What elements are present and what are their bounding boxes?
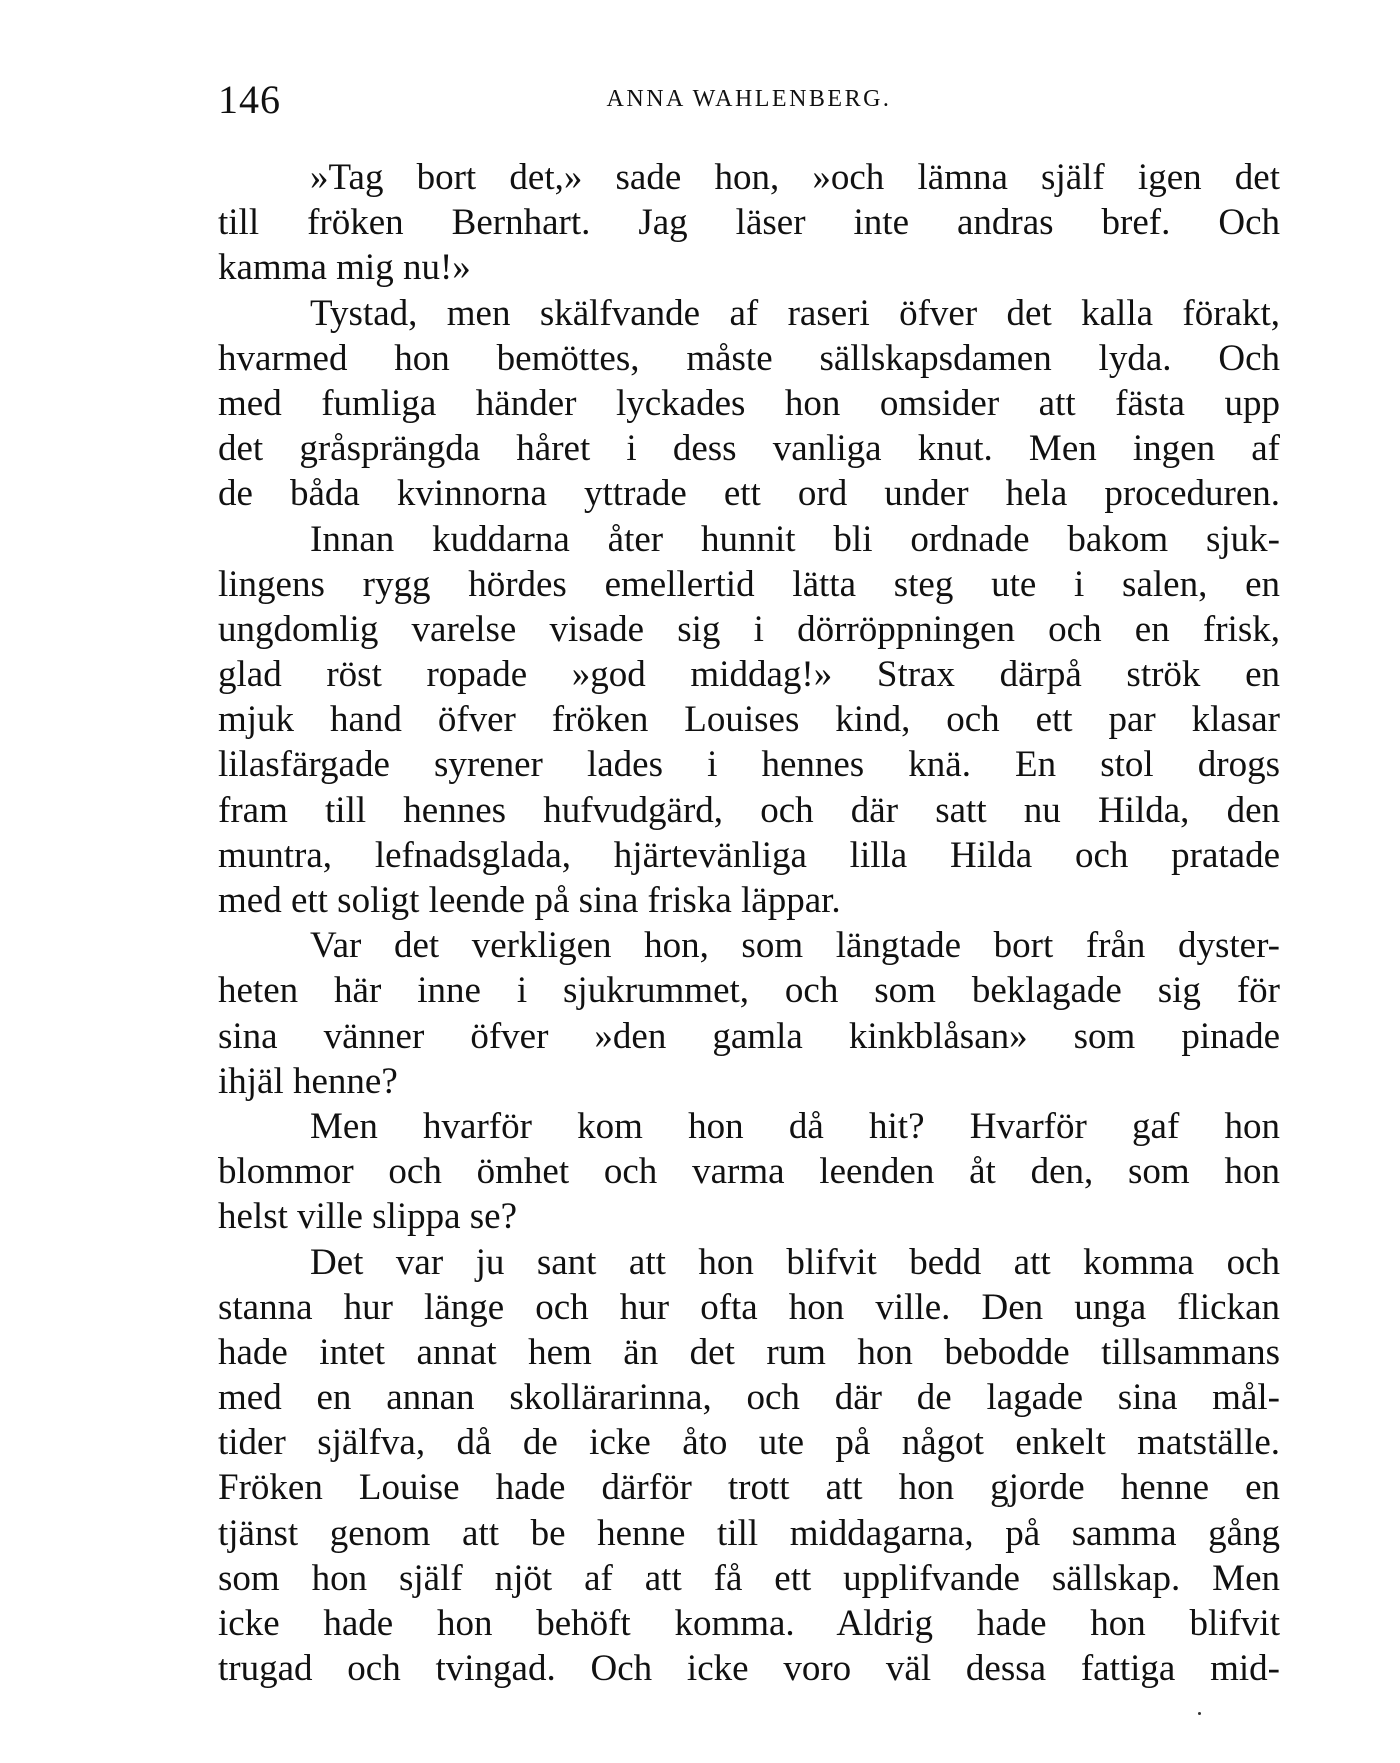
text-line: helst ville slippa se? [218, 1196, 518, 1238]
text-line: hade intet annat hem än det rum hon bebodde tillsammans [218, 1331, 1280, 1373]
text-line: det gråsprängda håret i dess vanliga knut. Men ingen af [218, 428, 1280, 470]
body-text [218, 155, 1280, 1691]
text-line: fram till hennes hufvudgärd, och där satt nu Hilda, den [218, 789, 1280, 831]
running-head: ANNA WAHLENBERG. [606, 86, 892, 112]
page-number: 146 [218, 77, 281, 122]
text-line: blommor och ömhet och varma leenden åt den, som hon [218, 1151, 1280, 1193]
text-line: lilasfärgade syrener lades i hennes knä. En stol drogs [218, 744, 1280, 786]
text-line: till fröken Bernhart. Jag läser inte andras bref. Och [218, 202, 1280, 244]
text-line: med ett soligt leende på sina friska läppar. [218, 880, 841, 921]
text-line: heten här inne i sjukrummet, och som beklagade sig för [218, 970, 1280, 1012]
text-line: med en annan skollärarinna, och där de lagade sina mål- [218, 1377, 1280, 1419]
text-line: Innan kuddarna åter hunnit bli ordnade bakom sjuk- [310, 518, 1280, 560]
print-speck [1198, 1712, 1201, 1715]
text-line: som hon själf njöt af att få ett upplifvande sällskap. Men [218, 1557, 1280, 1599]
text-line: lingens rygg hördes emellertid lätta steg ute i salen, en [218, 563, 1280, 605]
page-header [218, 76, 1280, 126]
text-line: mjuk hand öfver fröken Louises kind, och ett par klasar [218, 699, 1280, 741]
text-line: stanna hur länge och hur ofta hon ville. Den unga flickan [218, 1286, 1280, 1328]
text-line: Var det verkligen hon, som längtade bort från dyster- [310, 925, 1280, 967]
text-line: ihjäl henne? [218, 1060, 398, 1102]
text-line: glad röst ropade »god middag!» Strax därpå strök en [218, 654, 1280, 696]
text-line: trugad och tvingad. Och icke voro väl dessa fattiga mid- [218, 1648, 1280, 1690]
text-line: ungdomlig varelse visade sig i dörröppningen och en frisk, [218, 608, 1280, 650]
text-line: med fumliga händer lyckades hon omsider att fästa upp [218, 382, 1280, 424]
text-line: Det var ju sant att hon blifvit bedd att komma och [310, 1241, 1280, 1283]
text-line: Fröken Louise hade därför trott att hon gjorde henne en [218, 1467, 1280, 1509]
text-line: tjänst genom att be henne till middagarna, på samma gång [218, 1512, 1280, 1554]
text-line: »Tag bort det,» sade hon, »och lämna själf igen det [310, 157, 1280, 198]
text-line: hvarmed hon bemöttes, måste sällskapsdamen lyda. Och [218, 337, 1280, 379]
text-line: kamma mig nu!» [218, 247, 471, 289]
text-line: Men hvarför kom hon då hit? Hvarför gaf hon [310, 1105, 1280, 1147]
text-line: icke hade hon behöft komma. Aldrig hade hon blifvit [218, 1603, 1280, 1644]
text-line: muntra, lefnadsglada, hjärtevänliga lilla Hilda och pratade [218, 834, 1280, 876]
text-line: de båda kvinnorna yttrade ett ord under hela proceduren. [218, 473, 1280, 515]
text-line: Tystad, men skälfvande af raseri öfver det kalla förakt, [310, 292, 1280, 334]
text-line: sina vänner öfver »den gamla kinkblåsan» som pinade [218, 1015, 1280, 1057]
text-line: tider själfva, då de icke åto ute på något enkelt matställe. [218, 1422, 1280, 1464]
